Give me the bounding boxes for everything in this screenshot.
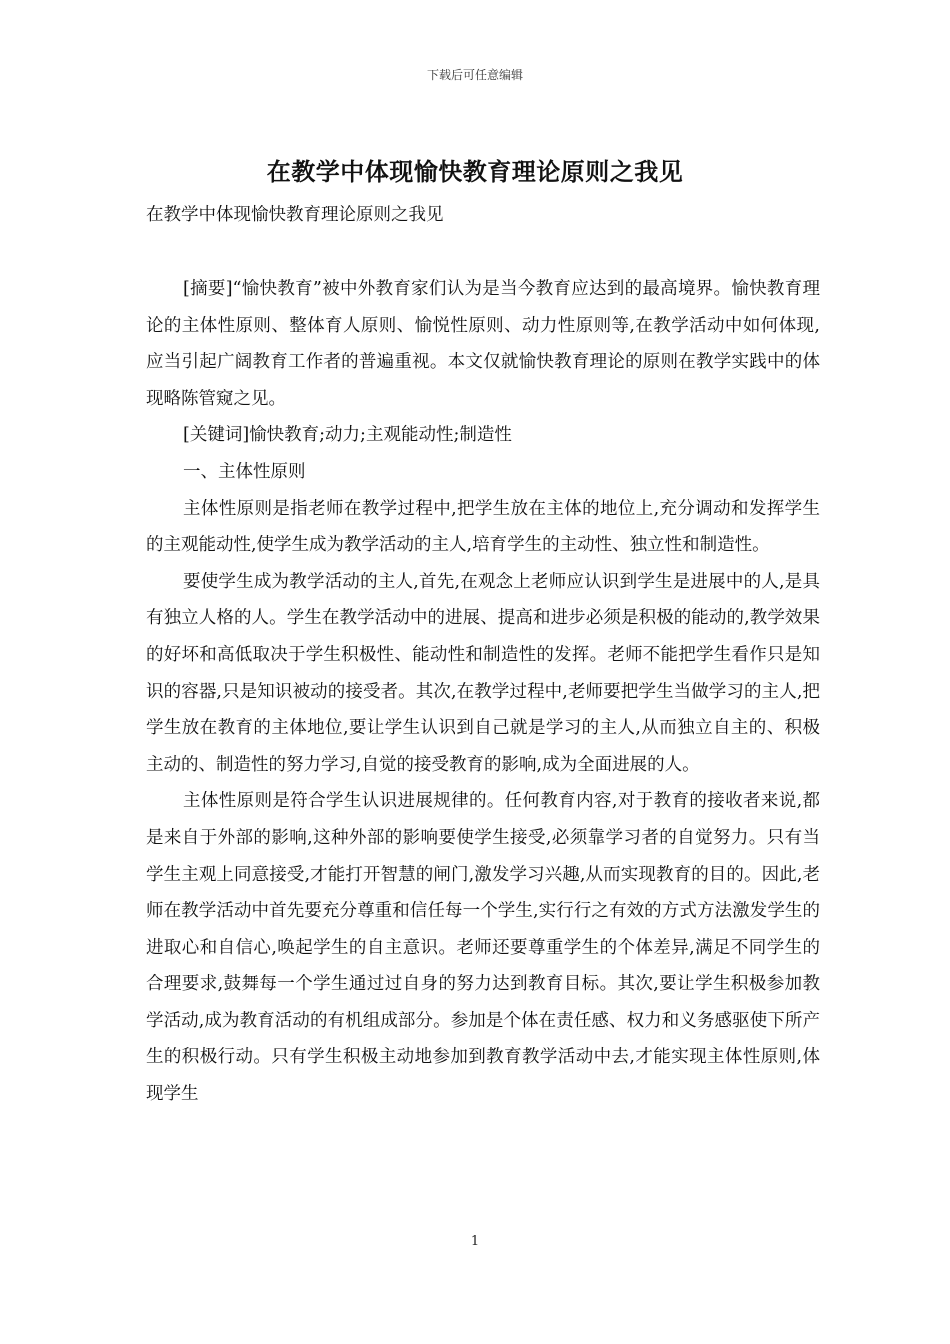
document-title: 在教学中体现愉快教育理论原则之我见	[266, 158, 684, 186]
body-paragraph: 主体性原则是符合学生认识进展规律的。任何教育内容,对于教育的接收者来说,都是来自于外部的影响,这种外部的影响要使学生接受,必须靠学习者的自觉努力。只有当学生主观上同意接受,才能打开智慧的闸门,激发学习兴趣,从而实现教育的目的。因此,老师在教学活动中首先要充分尊重和信任每一个学生,实行行之有效的方式方法激发学生的进取心和自信心,唤起学生的自主意识。老师还要尊重学生的个体差异,满足不同学生的合理要求,鼓舞每一个学生通过过自身的努力达到教育目标。其次,要让学生积极参加教学活动,成为教育活动的有机组成部分。参加是个体在责任感、权力和义务感驱使下所产生的积极行动。只有学生积极主动地参加到教育教学活动中去,才能实现主体性原则,体现学生	[146, 791, 820, 1105]
section-heading: 一、主体性原则	[183, 461, 306, 482]
document-subtitle: 在教学中体现愉快教育理论原则之我见	[146, 205, 444, 225]
body-paragraph: 主体性原则是指老师在教学过程中,把学生放在主体的地位上,充分调动和发挥学生的主观能动性,使学生成为教学活动的主人,培育学生的主动性、独立性和制造性。	[146, 498, 820, 556]
document-body	[146, 271, 820, 1113]
abstract-paragraph: [摘要]“愉快教育”被中外教育家们认为是当今教育应达到的最高境界。愉快教育理论的主体性原则、整体育人原则、愉悦性原则、动力性原则等,在教学活动中如何体现,应当引起广阔教育工作者的普遍重视。本文仅就愉快教育理论的原则在教学实践中的体现略陈管窥之见。	[146, 279, 820, 409]
body-paragraph: 要使学生成为教学活动的主人,首先,在观念上老师应认识到学生是进展中的人,是具有独立人格的人。学生在教学活动中的进展、提高和进步必须是积极的能动的,教学效果的好坏和高低取决于学生积极性、能动性和制造性的发挥。老师不能把学生看作只是知识的容器,只是知识被动的接受者。其次,在教学过程中,老师要把学生当做学习的主人,把学生放在教育的主体地位,要让学生认识到自己就是学习的主人,从而独立自主的、积极主动的、制造性的努力学习,自觉的接受教育的影响,成为全面进展的人。	[146, 571, 820, 775]
page-header-note: 下载后可任意编辑	[426, 68, 523, 82]
page-number: 1	[470, 1234, 480, 1249]
keywords-paragraph: [关键词]愉快教育;动力;主观能动性;制造性	[183, 425, 512, 446]
